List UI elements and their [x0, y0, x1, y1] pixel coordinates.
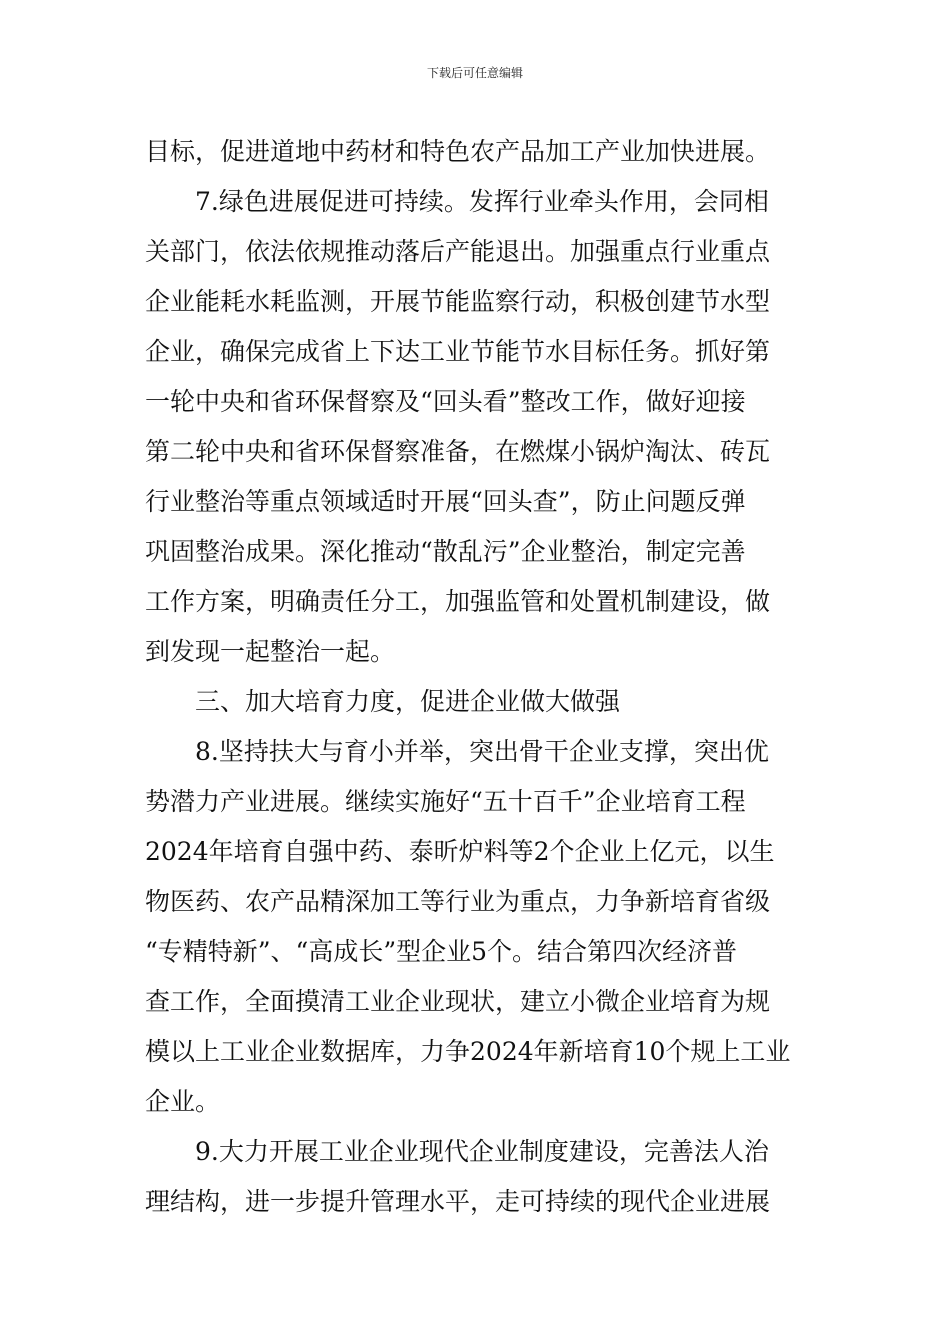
text-line: 9.大力开展工业企业现代企业制度建设，完善法人治	[195, 1137, 769, 1166]
text-line: “专精特新”、“高成长”型企业5个。结合第四次经济普	[145, 937, 738, 966]
text-line: 目标，促进道地中药材和特色农产品加工产业加快进展。	[145, 137, 771, 166]
text-line: 工作方案，明确责任分工，加强监管和处置机制建设，做	[145, 587, 771, 616]
text-line: 2024年培育自强中药、泰昕炉料等2个企业上亿元，以生	[145, 837, 775, 866]
text-line: 8.坚持扶大与育小并举，突出骨干企业支撑，突出优	[195, 737, 769, 766]
text-line: 企业能耗水耗监测，开展节能监察行动，积极创建节水型	[145, 287, 771, 316]
text-line: 企业。	[145, 1087, 221, 1116]
text-line: 势潜力产业进展。继续实施好“五十百千”企业培育工程	[145, 787, 746, 816]
text-line: 关部门，依法依规推动落后产能退出。加强重点行业重点	[145, 237, 771, 266]
text-line: 一轮中央和省环保督察及“回头看”整改工作，做好迎接	[145, 387, 746, 416]
text-line: 理结构，进一步提升管理水平，走可持续的现代企业进展	[145, 1187, 771, 1216]
text-line: 行业整治等重点领域适时开展“回头查”，防止问题反弹	[145, 487, 746, 516]
text-line: 企业，确保完成省上下达工业节能节水目标任务。抓好第	[145, 337, 771, 366]
text-line: 查工作，全面摸清工业企业现状，建立小微企业培育为规	[145, 987, 771, 1016]
page-header: 下载后可任意编辑	[426, 66, 523, 80]
text-line: 到发现一起整治一起。	[145, 637, 396, 666]
document-body	[145, 127, 809, 1227]
text-line: 巩固整治成果。深化推动“散乱污”企业整治，制定完善	[145, 537, 746, 566]
text-line: 第二轮中央和省环保督察准备，在燃煤小锅炉淘汰、砖瓦	[145, 437, 771, 466]
text-line: 三、加大培育力度，促进企业做大做强	[195, 687, 621, 716]
text-line: 7.绿色进展促进可持续。发挥行业牵头作用，会同相	[195, 187, 769, 216]
text-line: 物医药、农产品精深加工等行业为重点，力争新培育省级	[145, 887, 771, 916]
text-line: 模以上工业企业数据库，力争2024年新培育10个规上工业	[145, 1037, 791, 1066]
